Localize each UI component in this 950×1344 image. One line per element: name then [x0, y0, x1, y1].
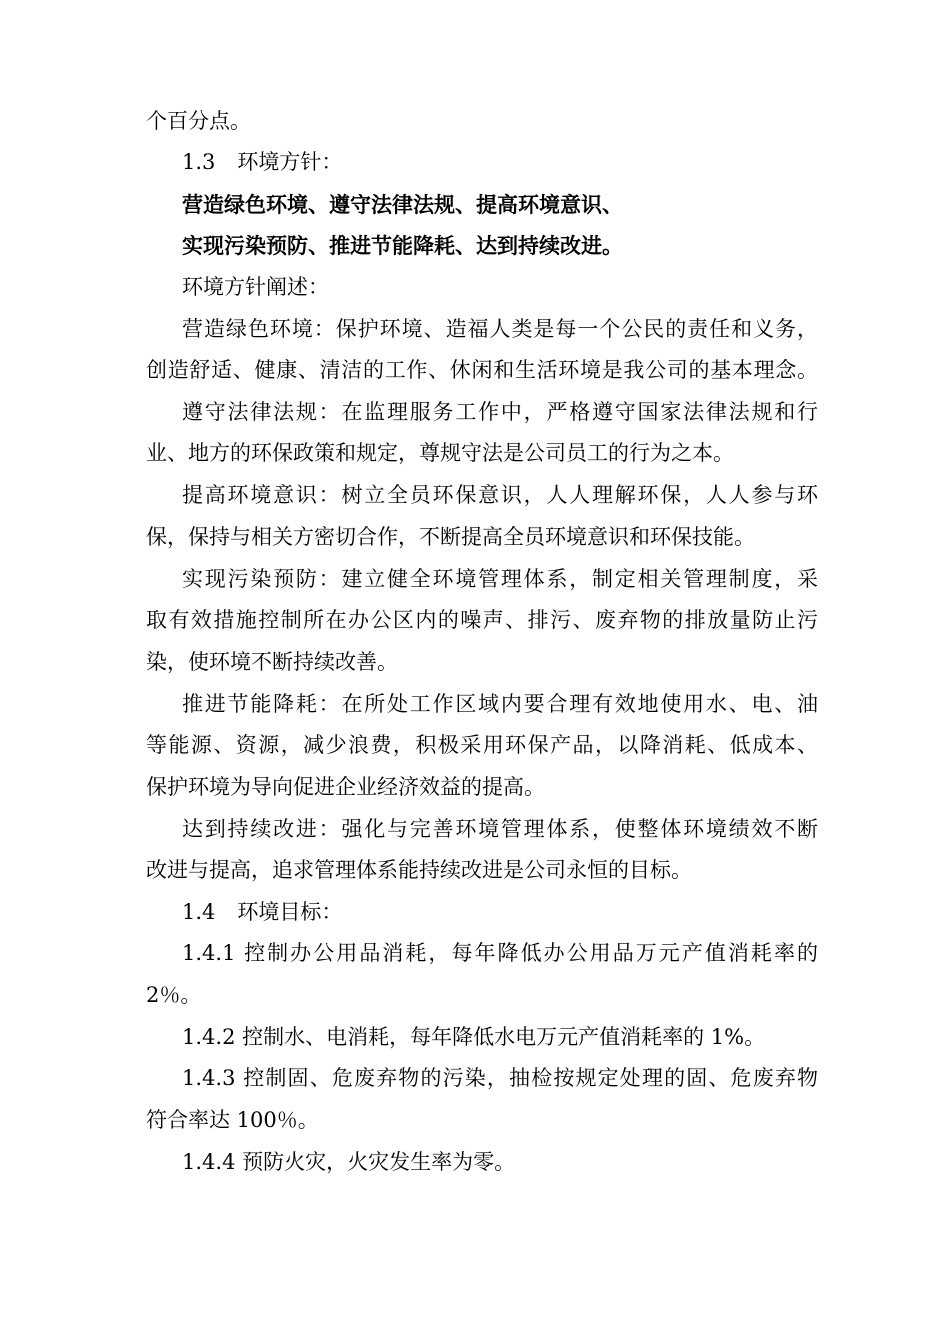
paragraph-line: 取有效措施控制所在办公区内的噪声、排污、废弃物的排放量防止污 — [146, 608, 818, 632]
paragraph-line: 2％。 — [146, 983, 202, 1007]
paragraph-line: 遵守法律法规：在监理服务工作中，严格遵守国家法律法规和行 — [182, 400, 818, 424]
objective-item: 1.4.3 控制固、危废弃物的污染，抽检按规定处理的固、危废弃物 — [182, 1066, 818, 1090]
section-heading-1-3 — [0, 147, 950, 177]
subheading: 环境方针阐述： — [182, 275, 329, 299]
paragraph-line: 推进节能降耗：在所处工作区域内要合理有效地使用水、电、油 — [182, 692, 818, 716]
section-number: 1.4 — [182, 900, 216, 924]
section-title: 环境目标： — [237, 900, 343, 924]
paragraph-line: 创造舒适、健康、清洁的工作、休闲和生活环境是我公司的基本理念。 — [146, 358, 818, 382]
paragraph-line: 等能源、资源，减少浪费，积极采用环保产品，以降消耗、低成本、 — [146, 733, 818, 757]
objective-item: 1.4.2 控制水、电消耗，每年降低水电万元产值消耗率的 1%。 — [182, 1025, 766, 1049]
paragraph-line: 染，使环境不断持续改善。 — [146, 650, 398, 674]
paragraph-line: 保护环境为导向促进企业经济效益的提高。 — [146, 775, 545, 799]
policy-statement-line: 营造绿色环境、遵守法律法规、提高环境意识、 — [182, 192, 623, 217]
paragraph-line: 符合率达 100％。 — [146, 1108, 319, 1132]
objective-item: 1.4.4 预防火灾，火灾发生率为零。 — [182, 1150, 516, 1174]
paragraph-line: 改进与提高，追求管理体系能持续改进是公司永恒的目标。 — [146, 858, 692, 882]
paragraph-line: 实现污染预防：建立健全环境管理体系，制定相关管理制度，采 — [182, 567, 818, 591]
paragraph-line: 提高环境意识：树立全员环保意识，人人理解环保，人人参与环 — [182, 483, 818, 507]
section-heading-1-4 — [0, 897, 950, 927]
section-number: 1.3 — [182, 150, 216, 174]
section-title: 环境方针： — [237, 150, 343, 174]
paragraph-line: 达到持续改进：强化与完善环境管理体系，使整体环境绩效不断 — [182, 817, 818, 841]
objective-item: 1.4.1 控制办公用品消耗，每年降低办公用品万元产值消耗率的 — [182, 941, 818, 965]
policy-statement-line: 实现污染预防、推进节能降耗、达到持续改进。 — [182, 233, 623, 258]
paragraph-line: 个百分点。 — [146, 109, 251, 133]
paragraph-line: 保，保持与相关方密切合作，不断提高全员环境意识和环保技能。 — [146, 525, 755, 549]
paragraph-line: 业、地方的环保政策和规定，尊规守法是公司员工的行为之本。 — [146, 441, 734, 465]
paragraph-line: 营造绿色环境：保护环境、造福人类是每一个公民的责任和义务， — [182, 317, 818, 341]
